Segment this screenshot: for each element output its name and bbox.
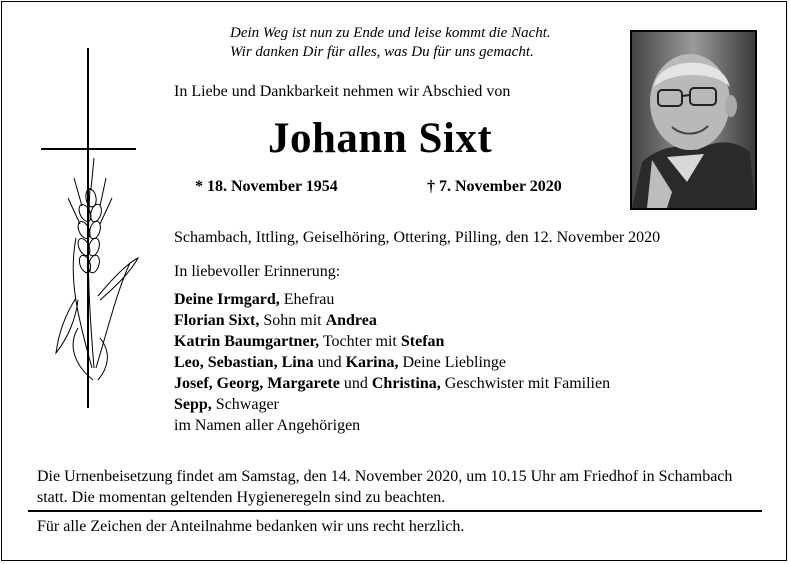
- family-line: im Namen aller Angehörigen: [174, 417, 361, 434]
- divider: [28, 510, 762, 512]
- family-line: Florian Sixt, Sohn mit Andrea: [174, 312, 377, 329]
- place-and-date: Schambach, Ittling, Geiselhöring, Ottering, Pilling, den 12. November 2020: [174, 229, 661, 246]
- thanks-text: Für alle Zeichen der Anteilnahme bedanken wir uns recht herzlich.: [37, 518, 465, 535]
- family-line: Katrin Baumgartner, Tochter mit Stefan: [174, 333, 445, 350]
- death-date: † 7. November 2020: [427, 178, 562, 195]
- poem: [230, 24, 551, 62]
- family-list: [174, 289, 610, 436]
- poem-line-2: Wir danken Dir für alles, was Du für uns gemacht.: [230, 44, 534, 60]
- cross-with-wheat-icon: [38, 48, 148, 410]
- family-line: Josef, Georg, Margarete und Christina, Geschwister mit Familien: [174, 375, 611, 392]
- family-line: Deine Irmgard, Ehefrau: [174, 291, 335, 308]
- memory-label: In liebevoller Erinnerung:: [174, 263, 341, 280]
- family-line: Sepp, Schwager: [174, 396, 279, 413]
- burial-notice: Die Urnenbeisetzung findet am Samstag, den 14. November 2020, um 10.15 Uhr am Friedhof in Schambach statt. Die momentan geltenden Hygieneregeln sind zu beachten.: [37, 468, 733, 506]
- birth-date: * 18. November 1954: [195, 178, 338, 195]
- family-line: Leo, Sebastian, Lina und Karina, Deine Lieblinge: [174, 354, 506, 371]
- intro-text: In Liebe und Dankbarkeit nehmen wir Abschied von: [174, 83, 511, 100]
- poem-line-1: Dein Weg ist nun zu Ende und leise kommt die Nacht.: [230, 25, 551, 41]
- deceased-name: Johann Sixt: [268, 115, 493, 162]
- portrait-photo: [630, 30, 757, 210]
